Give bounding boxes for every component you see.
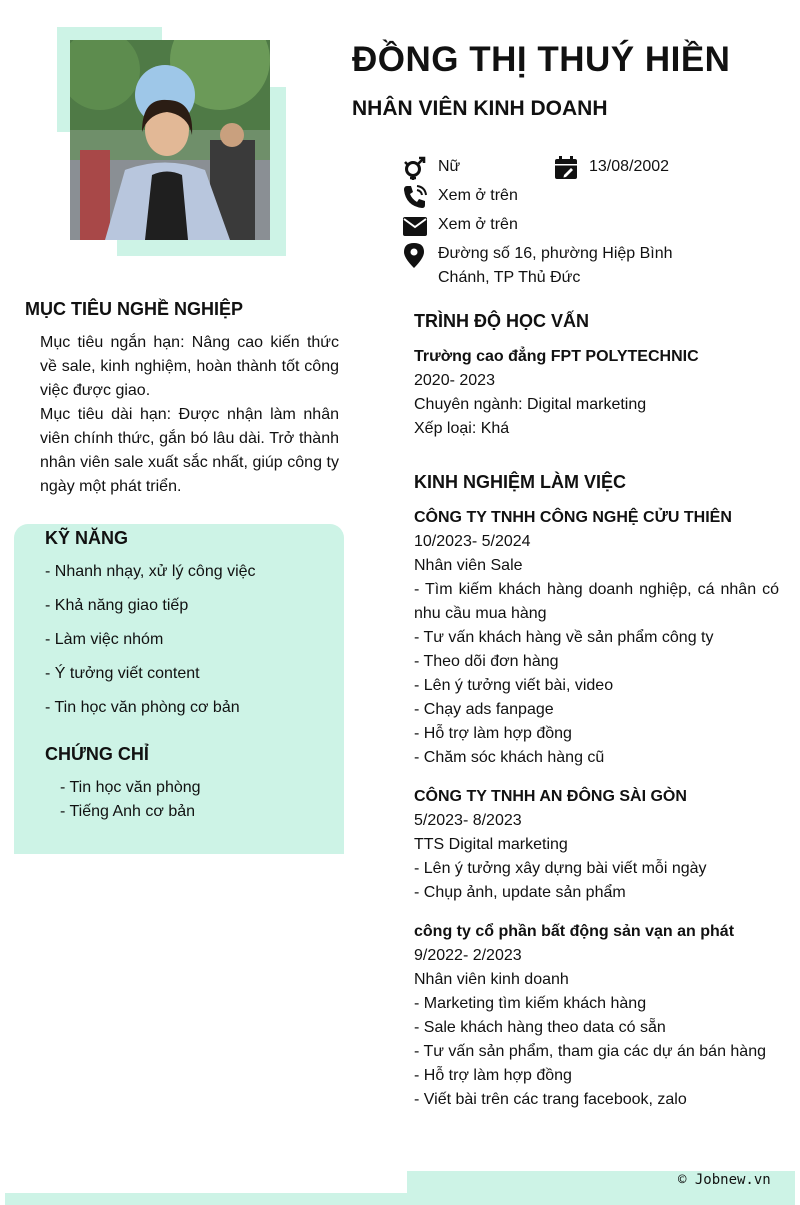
gender-icon [402, 155, 428, 181]
education-rank: Xếp loại: Khá [414, 420, 510, 437]
profile-photo [70, 40, 270, 240]
contact-gender [402, 155, 538, 181]
job-company: CÔNG TY TNHH CÔNG NGHỆ CỬU THIÊN [414, 509, 732, 526]
job-period: 5/2023- 8/2023 [414, 812, 522, 829]
education-school: Trường cao đẳng FPT POLYTECHNIC [414, 348, 699, 365]
contact-email [402, 213, 698, 239]
job-duty: - Sale khách hàng theo data có sẵn [414, 1019, 666, 1036]
email-value: Xem ở trên [438, 216, 518, 233]
skill-item: - Nhanh nhạy, xử lý công việc [45, 563, 256, 580]
candidate-name: ĐỒNG THỊ THUÝ HIỀN [352, 40, 731, 79]
job-entry [414, 785, 779, 905]
skill-item: - Ý tưởng viết content [45, 665, 200, 682]
objective-title: MỤC TIÊU NGHỀ NGHIỆP [25, 299, 244, 319]
location-icon [402, 242, 428, 268]
job-duty: - Tư vấn sản phẩm, tham gia các dự án bán hàng [414, 1043, 766, 1060]
footer-band-left [5, 1193, 407, 1205]
certificate-item: - Tin học văn phòng [60, 779, 201, 796]
job-duty: - Chạy ads fanpage [414, 701, 554, 718]
contact-address [402, 242, 698, 290]
education-period: 2020- 2023 [414, 372, 495, 389]
phone-icon [402, 184, 428, 210]
job-company: công ty cổ phần bất động sản vạn an phát [414, 923, 735, 940]
contact-birthdate [553, 155, 699, 181]
education-block [414, 345, 779, 441]
calendar-icon [553, 155, 579, 181]
job-duty: - Chăm sóc khách hàng cũ [414, 749, 605, 766]
objective-text [40, 331, 339, 499]
education-title: TRÌNH ĐỘ HỌC VẤN [414, 311, 589, 331]
skills-title: KỸ NĂNG [45, 528, 129, 548]
job-duty: - Lên ý tưởng xây dựng bài viết mỗi ngày [414, 860, 707, 877]
job-period: 10/2023- 5/2024 [414, 533, 531, 550]
phone-value: Xem ở trên [438, 187, 518, 204]
certificate-item: - Tiếng Anh cơ bản [60, 803, 196, 820]
birthdate-value: 13/08/2002 [589, 158, 670, 175]
job-duty: - Theo dõi đơn hàng [414, 653, 559, 670]
job-entry [414, 506, 779, 770]
gender-value: Nữ [438, 158, 461, 175]
job-duty: - Lên ý tưởng viết bài, video [414, 677, 614, 694]
skill-item: - Làm việc nhóm [45, 631, 164, 648]
job-duty: - Marketing tìm kiếm khách hàng [414, 995, 647, 1012]
job-period: 9/2022- 2/2023 [414, 947, 522, 964]
contact-phone [402, 184, 698, 210]
address-value: Đường số 16, phường Hiệp Bình Chánh, TP Thủ Đức [438, 245, 673, 286]
job-entry [414, 920, 779, 1112]
skill-item: - Khả năng giao tiếp [45, 597, 189, 614]
job-duty: - Chụp ảnh, update sản phẩm [414, 884, 626, 901]
job-role: TTS Digital marketing [414, 836, 568, 853]
job-role: Nhân viên Sale [414, 557, 523, 574]
objective-long-term: Mục tiêu dài hạn: Được nhận làm nhân viên chính thức, gắn bó lâu dài. Trở thành nhân viên sale xuất sắc nhất, giúp công ty ngày một phát triển. [40, 406, 339, 495]
email-icon [402, 213, 428, 239]
objective-short-term: Mục tiêu ngắn hạn: Nâng cao kiến thức về sale, kinh nghiệm, hoàn thành tốt công việc được giao. [40, 334, 339, 399]
candidate-title: NHÂN VIÊN KINH DOANH [352, 97, 608, 120]
job-duty: - Hỗ trợ làm hợp đồng [414, 1067, 572, 1084]
job-duty: - Tìm kiếm khách hàng doanh nghiệp, cá nhân có nhu cầu mua hàng [414, 581, 779, 622]
job-duty: - Hỗ trợ làm hợp đồng [414, 725, 572, 742]
education-major: Chuyên ngành: Digital marketing [414, 396, 647, 413]
footer-copyright: © Jobnew.vn [678, 1172, 771, 1188]
job-duty: - Viết bài trên các trang facebook, zalo [414, 1091, 687, 1108]
certificates-title: CHỨNG CHỈ [45, 744, 149, 764]
job-company: CÔNG TY TNHH AN ĐÔNG SÀI GÒN [414, 788, 687, 805]
skill-item: - Tin học văn phòng cơ bản [45, 699, 240, 716]
job-duty: - Tư vấn khách hàng về sản phẩm công ty [414, 629, 714, 646]
job-role: Nhân viên kinh doanh [414, 971, 569, 988]
experience-title: KINH NGHIỆM LÀM VIỆC [414, 472, 627, 492]
